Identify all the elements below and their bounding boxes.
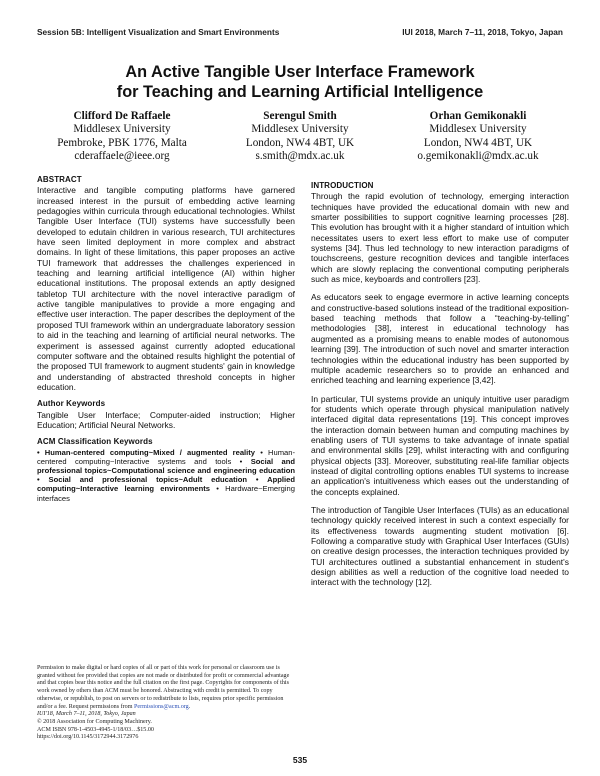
- intro-paragraph-4: The introduction of Tangible User Interfaces (TUIs) as an educational technology quickly received interest in such a context especially for its effectiveness towards augmenting student motivation [6]. Following a comparative study with Graphical User Interfaces (GUIs) on creative design processes, the interaction techniques provided by TUI architectures outlined a substantial enhancement in student's design abilities as well a reduction of the cognitive load needed to interact with the technology [12].: [311, 504, 569, 588]
- author-name: Serengul Smith: [263, 110, 337, 122]
- page-number: 535: [292, 755, 308, 765]
- acm-heading: ACM Classification Keywords: [37, 437, 153, 447]
- keywords-text: Tangible User Interface; Computer-aided instruction; Higher Education; Artificial Neural Networks.: [37, 409, 295, 430]
- author-affiliation: Middlesex University: [251, 123, 349, 136]
- keywords-heading: Author Keywords: [37, 399, 106, 409]
- permission-block: [37, 665, 295, 742]
- intro-paragraph-1: Through the rapid evolution of technology, emerging interaction techniques have provided the educational domain with new and smarter possibilities to support cognitive learning processes [28]. This evolution has brought with it a higher standard of intuition which necessitates users to exert less effort to make use of computer systems [34]. Thus led technology to new interaction paradigms of touchscreens, gesture recognition devices and tangible interfaces which are slowly replacing the conventional computing peripherals such as mice, keyboards and controllers [23].: [311, 191, 569, 285]
- permissions-email-link[interactable]: Permissions@acm.org: [133, 703, 189, 710]
- author-name: Clifford De Raffaele: [73, 110, 171, 122]
- conference-line: IUI'18, March 7–11, 2018, Tokyo, Japan: [37, 711, 136, 718]
- acm-item-bold: Social and professional topics~Computational science and engineering education • Social and professional topics~Adult education • Applied computing~Interactive learning environments: [37, 456, 295, 494]
- acm-item: • Human-centered computing~Interactive systems and tools •: [37, 447, 295, 466]
- author-address: Pembroke, PBK 1776, Malta: [57, 136, 187, 149]
- author-3: [393, 110, 563, 163]
- author-affiliation: Middlesex University: [429, 123, 527, 136]
- author-email: cderaffaele@ieee.org: [74, 149, 170, 162]
- intro-paragraph-3: In particular, TUI systems provide an uniquly intuitive user paradigm for students which operate through physical manipulation natively interfaced digital data representations [19]. This concept improves the interaction domain between human and computing machines by enabling users of TUI systems to take advantage of innate spatial and environmental skills [29], whilst interacting with and configuring physical objects [33]. Moreover, substituting real-life familiar objects instead of digital controlling options enables TUI systems to increase an application's intuitiveness which eases out the understanding of the concepts explained.: [311, 393, 569, 497]
- running-header-session: Session 5B: Intelligent Visualization and Smart Environments: [37, 27, 280, 37]
- copyright-line: © 2018 Association for Computing Machinery.: [37, 718, 152, 725]
- left-column: [37, 175, 295, 503]
- author-address: London, NW4 4BT, UK: [245, 136, 355, 149]
- doi-line: https://doi.org/10.1145/3172944.3172976: [37, 734, 139, 741]
- acm-item-bold: • Human-centered computing~Mixed / augmented reality: [37, 447, 256, 457]
- isbn-line: ACM ISBN 978-1-4503-4945-1/18/03…$15.00: [37, 726, 154, 733]
- paper-title-line-2: for Teaching and Learning Artificial Intelligence: [116, 83, 484, 101]
- permission-text: Permission to make digital or hard copies of all or part of this work for personal or classroom use is granted without fee provided that copies are not made or distributed for profit or commercial advantage and that copies bear this notice and the full citation on the first page. Copyrights for components of this work owned by others than ACM must be honored. Abstracting with credit is permitted. To copy otherwise, or republish, to post on servers or to redistribute to lists, requires prior specific permission and/or a fee. Request permissions from: [37, 665, 290, 710]
- author-name: Orhan Gemikonakli: [429, 110, 527, 122]
- abstract-heading: ABSTRACT: [37, 175, 82, 184]
- right-column: [311, 181, 569, 596]
- author-affiliation: Middlesex University: [73, 123, 171, 136]
- author-email: s.smith@mdx.ac.uk: [255, 149, 345, 162]
- author-2: [215, 110, 385, 163]
- paper-title-line-1: An Active Tangible User Interface Framework: [125, 63, 475, 81]
- acm-item: • Hardware~Emerging interfaces: [37, 484, 296, 503]
- author-block: [37, 110, 563, 163]
- author-address: London, NW4 4BT, UK: [423, 136, 533, 149]
- abstract-text: Interactive and tangible computing platforms have garnered increased interest in the pursuit of embedding active learning pedagogies within curricula through educational technologies. Whilst Tangible User Interface (TUI) systems have successfully been developed to edutain children in various research, TUI architectures have seen limited deployment in more complex and abstract domains. In light of these limitations, this paper proposes an active TUI framework that addresses the challenges experienced in teaching and learning artificial intelligence (AI) within higher educational institutions. The proposal extends an aptly designed tabletop TUI architecture with the novel interactive paradigm of active tangible manipulatives to provide a more engaging and effective user interaction. The paper describes the deployment of the proposed TUI framework within an undergraduate laboratory session to aid in the teaching and learning of artificial neural networks. The experiment is assessed against currently adopted educational computer software and the obtained results highlight the potential of the proposed TUI framework to augment students' gain in knowledge and understanding of abstracted threshold concepts in higher education.: [37, 185, 295, 392]
- author-1: [37, 110, 207, 163]
- intro-paragraph-2: As educators seek to engage evermore in active learning concepts and constructive-based solutions instead of the traditional exposition-based teaching methods that follow a “teaching-by-telling” methodologies [38], interest in educational technology has augmented as a promising means to enable modes of autonomous learning [39]. The introduction of such novel and smarter interaction technologies within the educational industry has been supported by multiple academic researchers so to provide an enhanced and enriched teaching and learning experience [3,42].: [311, 292, 569, 386]
- introduction-heading: INTRODUCTION: [311, 181, 374, 190]
- acm-classification: [37, 448, 295, 503]
- permission-statement: Permission to make digital or hard copies of all or part of this work for personal or classroom use is granted without fee provided that copies are not made or distributed for profit or commercial advantage and that copies bear this notice and the full citation on the first page. Copyrights for components of this work owned by others than ACM must be honored. Abstracting with credit is permitted. To copy otherwise, or republish, to post on servers or to redistribute to lists, requires prior specific permission and/or a fee. Request permissions from Permissions@acm.org.: [37, 665, 290, 710]
- paper-title: [0, 62, 600, 102]
- running-header-conference: IUI 2018, March 7–11, 2018, Tokyo, Japan: [402, 27, 563, 37]
- author-email: o.gemikonakli@mdx.ac.uk: [417, 149, 539, 162]
